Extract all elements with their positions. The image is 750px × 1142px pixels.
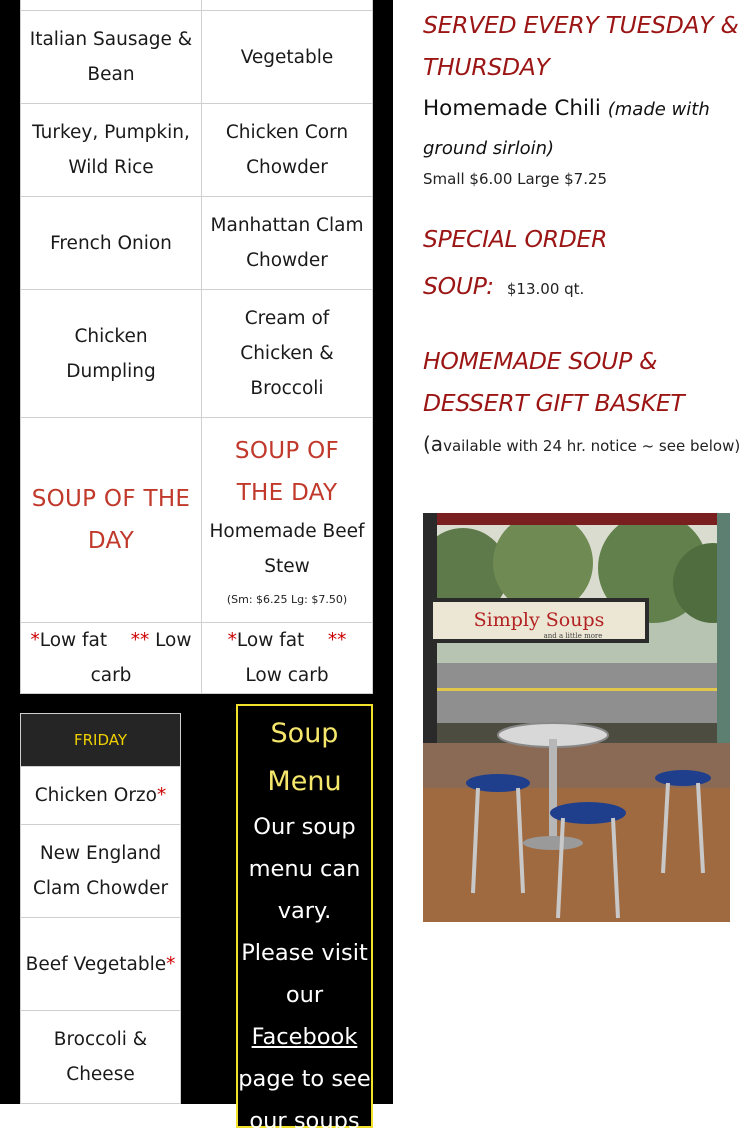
soup-item: Vegetable [202,11,373,104]
soup-of-the-day-label: SOUP OF THE DAY [31,486,191,554]
special-order-price: $13.00 qt. [506,280,585,298]
low-fat-star: * [166,953,176,975]
legend-star: ** [130,630,150,651]
legend-low-fat: Low fat [236,630,305,651]
legend-low-carb: Low carb [245,665,329,686]
cafe-photo-illustration [423,513,730,922]
legend-low-fat: Low fat [39,630,108,651]
low-fat-star: * [156,785,167,806]
friday-header: FRIDAY [21,714,181,767]
soup-item [21,825,181,918]
served-heading: SERVED EVERY TUESDAY & THURSDAY [423,11,739,81]
gift-basket-note-rest: vailable with 24 hr. notice ~ see below) [443,437,741,455]
soup-of-the-day-price: (Sm: $6.25 Lg: $7.50) [226,593,348,606]
soup-item-name: New England Clam Chowder [32,843,169,899]
friday-menu-table [20,713,181,1104]
table-row [21,623,373,694]
soup-item: Cream of Chicken & Broccoli [202,290,373,418]
special-order-heading: SPECIAL ORDER SOUP: [423,225,608,300]
table-row [21,767,181,825]
soup-of-the-day-cell [202,418,373,623]
soup-of-the-day-label: SOUP OF THE DAY [234,438,340,506]
soup-item: Manhattan Clam Chowder [202,197,373,290]
right-column [423,0,743,456]
cafe-photo [423,513,730,922]
soup-item-name: Broccoli & Cheese [53,1029,148,1085]
legend-cell [202,623,373,694]
soup-of-the-day-item: Homemade Beef Stew [209,521,365,577]
table-row [21,104,373,197]
chili-prices: Small $6.00 Large $7.25 [423,170,608,188]
soup-menu-table [20,0,373,694]
gift-basket-heading: HOMEMADE SOUP & DESSERT GIFT BASKET [423,347,685,417]
table-row [21,918,181,1011]
chili-title: Homemade Chili [423,96,601,121]
table-row [21,0,373,11]
soup-item [21,767,181,825]
soup-item: Chicken Corn Chowder [202,104,373,197]
soup-item: French Onion [21,197,202,290]
soup-item: Turkey, Pumpkin, Wild Rice [21,104,202,197]
table-cell [202,0,373,11]
legend-star: * [227,630,237,651]
table-cell [21,0,202,11]
soup-menu-title: Soup Menu [267,718,342,797]
sign-text: Simply Soups [473,609,605,631]
gift-basket-note [423,432,743,456]
table-row [21,197,373,290]
soup-item [21,1011,181,1104]
table-row [21,418,373,623]
soup-menu-notice-box [236,704,373,1134]
chili-note: (made with ground sirloin) [423,99,710,159]
soup-item [21,918,181,1011]
legend-cell [21,623,202,694]
soup-item-name: Beef Vegetable [25,953,167,975]
soup-menu-notice-text [238,806,371,1142]
table-row [21,1011,181,1104]
table-row [21,290,373,418]
sign-subtext: and a little more [543,632,603,640]
notice-text-before: Our soup menu can vary. Please visit our [241,814,368,1008]
legend-star: * [30,630,40,651]
table-row [21,11,373,104]
soup-item: Chicken Dumpling [21,290,202,418]
notice-text-after: page to see our soups [238,1066,371,1134]
soup-item-name: Chicken Orzo [34,785,157,806]
legend-star: ** [327,630,347,651]
gift-basket-note-a: (a [423,432,444,456]
facebook-link[interactable]: Facebook [251,1024,358,1050]
chili-description [423,90,743,168]
soup-of-the-day-cell [21,418,202,623]
table-row [21,825,181,918]
legend-low-carb: Low carb [90,630,192,686]
table-header-row [21,714,181,767]
soup-item: Italian Sausage & Bean [21,11,202,104]
special-order [423,216,623,310]
